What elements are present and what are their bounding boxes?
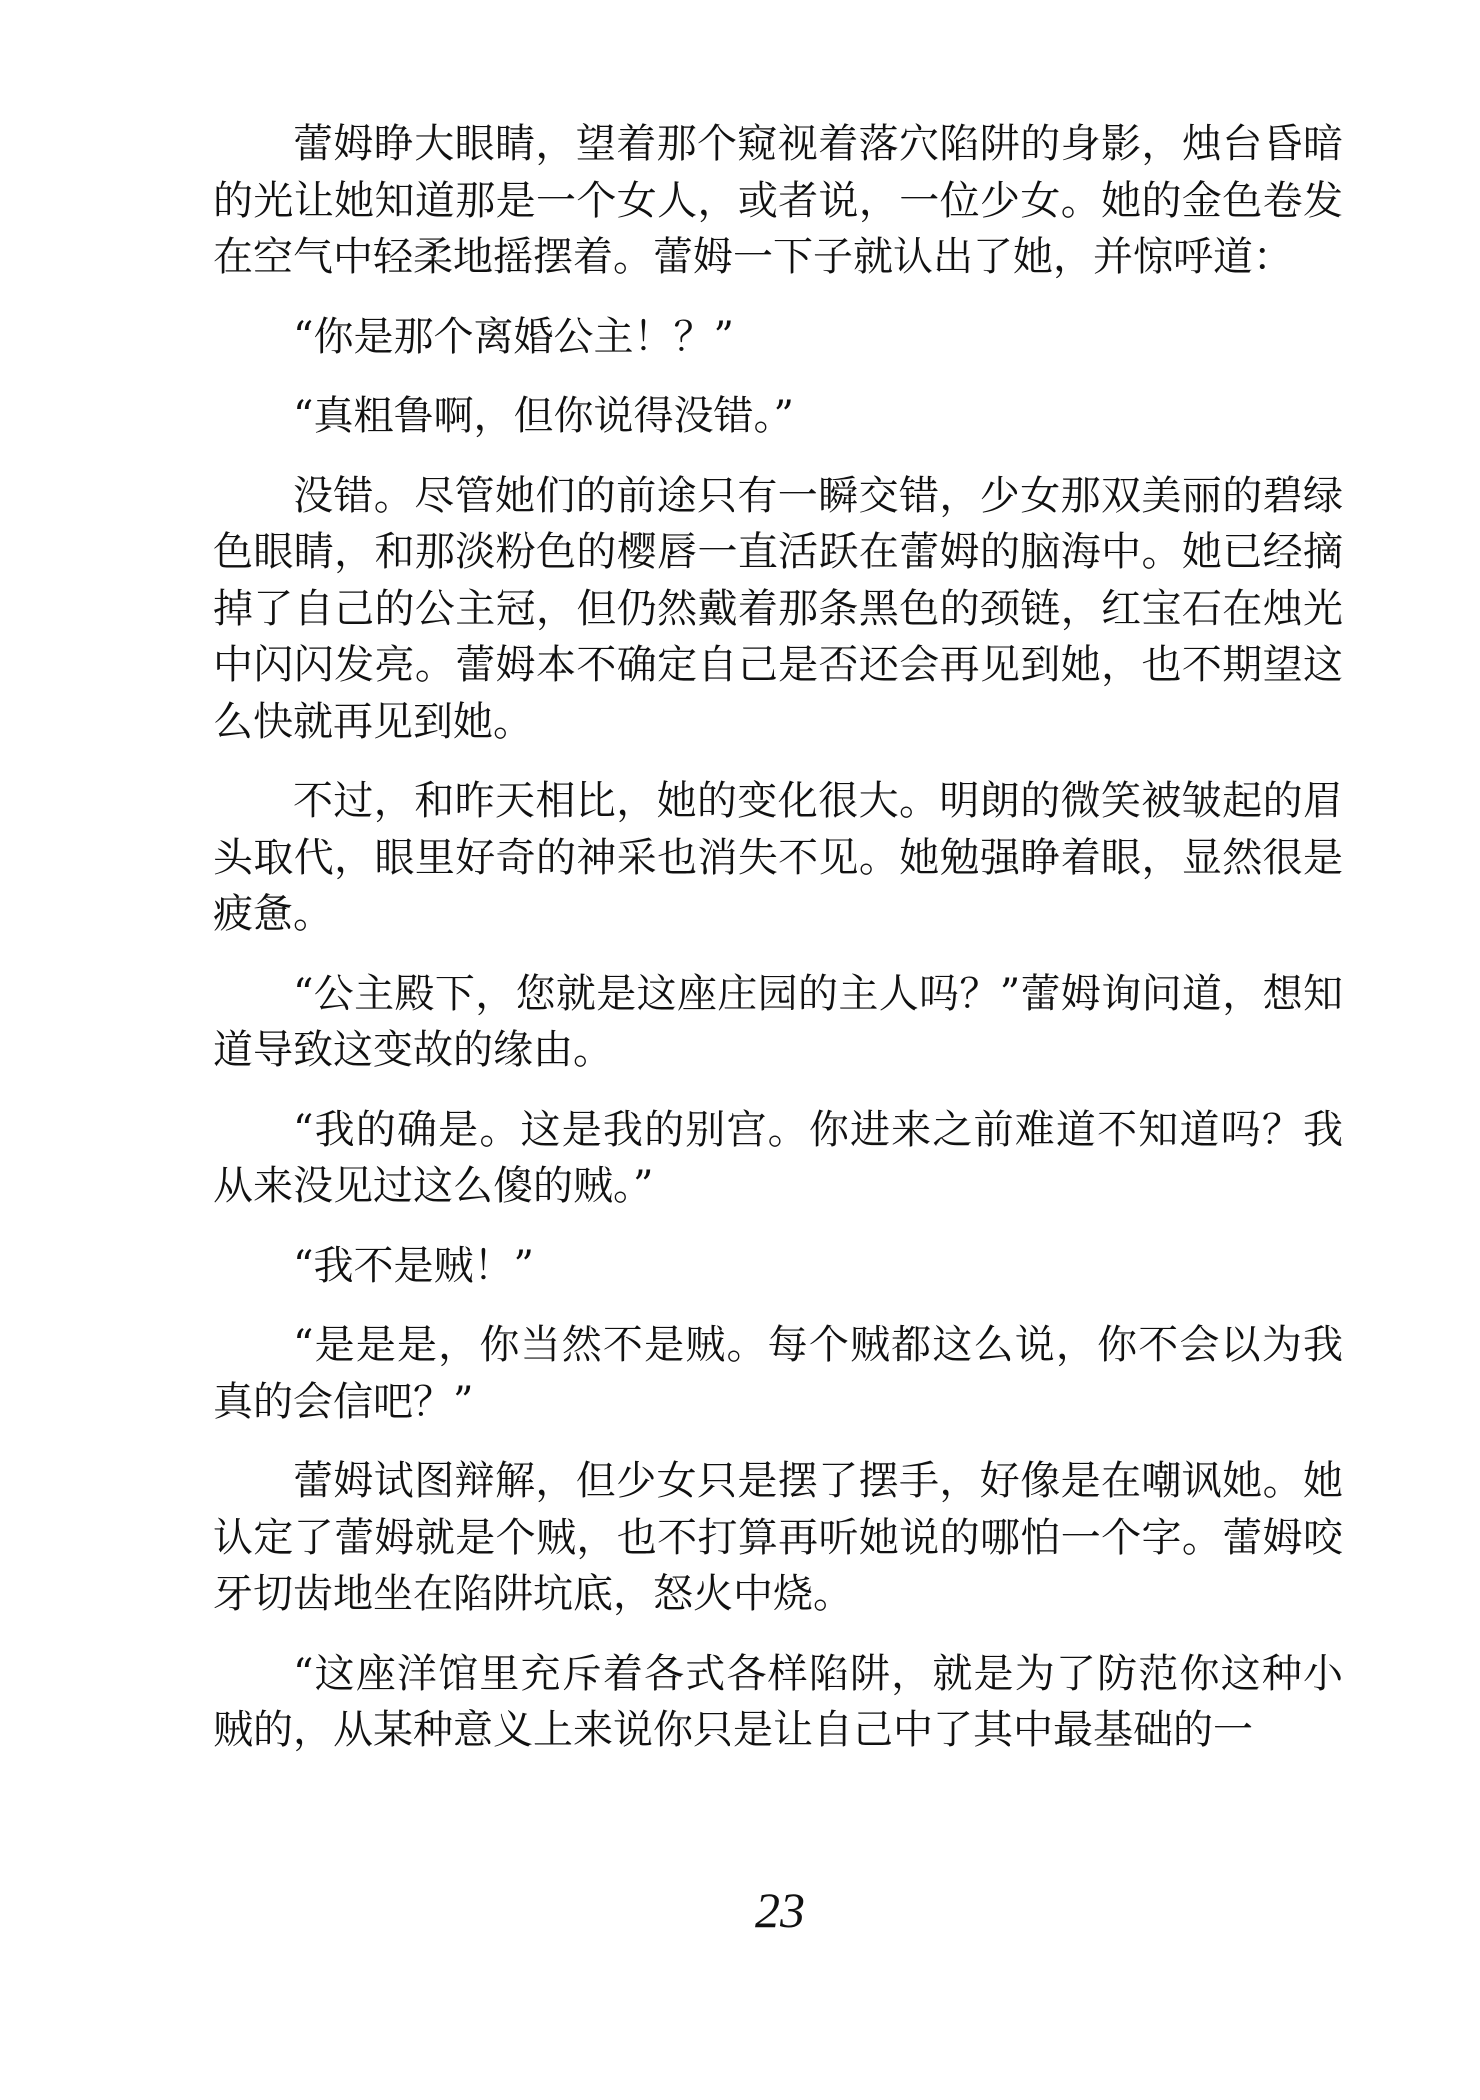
dialogue-paragraph: “是是是，你当然不是贼。每个贼都这么说，你不会以为我真的会信吧？” [213, 1322, 1343, 1425]
paragraph: 蕾姆睁大眼睛，望着那个窥视着落穴陷阱的身影，烛台昏暗的光让她知道那是一个女人，或者说，一位少女。她的金色卷发在空气中轻柔地摇摆着。蕾姆一下子就认出了她，并惊呼道： [213, 121, 1343, 280]
paragraph: 没错。尽管她们的前途只有一瞬交错，少女那双美丽的碧绿色眼睛，和那淡粉色的樱唇一直活跃在蕾姆的脑海中。她已经摘掉了自己的公主冠，但仍然戴着那条黑色的颈链，红宝石在烛光中闪闪发亮。蕾姆本不确定自己是否还会再见到她，也不期望这么快就再见到她。 [213, 472, 1343, 745]
paragraph: 不过，和昨天相比，她的变化很大。明朗的微笑被皱起的眉头取代，眼里好奇的神采也消失不见。她勉强睁着眼，显然很是疲惫。 [213, 778, 1343, 937]
dialogue-paragraph: “我的确是。这是我的别宫。你进来之前难道不知道吗？我从来没见过这么傻的贼。” [213, 1106, 1343, 1209]
dialogue-paragraph: “这座洋馆里充斥着各式各样陷阱，就是为了防范你这种小贼的，从某种意义上来说你只是让自己中了其中最基础的一 [213, 1650, 1343, 1753]
paragraph: 蕾姆试图辩解，但少女只是摆了摆手，好像是在嘲讽她。她认定了蕾姆就是个贼，也不打算再听她说的哪怕一个字。蕾姆咬牙切齿地坐在陷阱坑底，怒火中烧。 [213, 1458, 1343, 1617]
dialogue-paragraph: “你是那个离婚公主！？” [293, 313, 734, 360]
dialogue-paragraph: “真粗鲁啊，但你说得没错。” [293, 393, 794, 439]
dialogue-paragraph: “我不是贼！” [293, 1242, 534, 1289]
dialogue-paragraph: “公主殿下，您就是这座庄园的主人吗？”蕾姆询问道，想知道导致这变故的缘由。 [213, 970, 1343, 1073]
body-text [213, 116, 1343, 1782]
page-number: 23 [755, 1882, 805, 1938]
